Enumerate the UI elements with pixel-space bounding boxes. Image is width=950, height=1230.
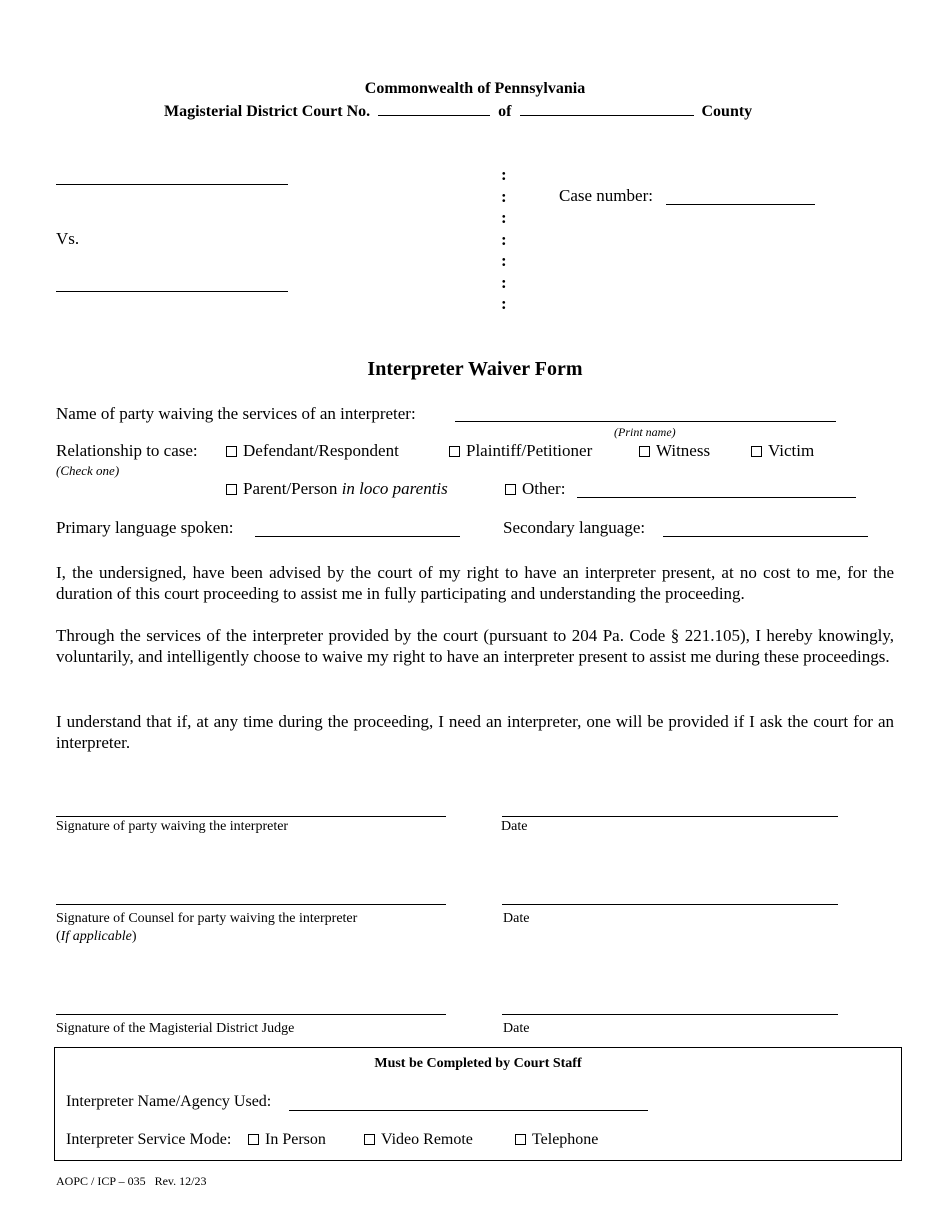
judge-date-label: Date	[503, 1021, 530, 1036]
checkbox-icon[interactable]	[505, 484, 516, 495]
court-header-commonwealth: Commonwealth of Pennsylvania	[364, 80, 586, 97]
party-date-label: Date	[501, 819, 528, 834]
checkbox-icon[interactable]	[226, 484, 237, 495]
form-title: Interpreter Waiver Form	[367, 358, 583, 380]
court-no-field[interactable]	[378, 101, 490, 116]
option-label: Other:	[522, 479, 566, 498]
mode-video-remote[interactable]	[364, 1131, 473, 1149]
option-label: Victim	[768, 441, 815, 460]
service-mode-label: Interpreter Service Mode:	[66, 1131, 232, 1148]
checkbox-icon[interactable]	[248, 1134, 259, 1145]
understanding-paragraph: I understand that if, at any time during the proceeding, I need an interpreter, one will be provided if I ask the court for an interpreter.	[56, 712, 894, 752]
counsel-note-open: (	[56, 929, 61, 944]
party-signature-label: Signature of party waiving the interpreter	[56, 819, 289, 834]
checkbox-icon[interactable]	[639, 446, 650, 457]
of-label: of	[498, 103, 512, 120]
mode-telephone[interactable]	[515, 1131, 598, 1149]
option-victim[interactable]	[751, 441, 814, 461]
caption-colon: :	[501, 294, 507, 313]
caption-colon: :	[501, 187, 507, 206]
mode-label: Video Remote	[381, 1131, 473, 1148]
party-name-field[interactable]	[455, 421, 836, 422]
county-label: County	[701, 103, 753, 120]
interpreter-name-field[interactable]	[289, 1110, 648, 1111]
waiver-paragraph: Through the services of the interpreter provided by the court (pursuant to 204 Pa. Code § 221.105), I hereby knowingly, voluntarily, and intelligently choose to waive my right to have an interpreter present to assist me during these proceedings.	[56, 626, 894, 666]
option-label-italic: in loco parentis	[341, 479, 448, 498]
counsel-signature-field[interactable]	[56, 904, 446, 905]
form-footer	[56, 1174, 206, 1189]
option-label: Plaintiff/Petitioner	[466, 441, 593, 460]
plaintiff-name-field[interactable]	[56, 184, 288, 185]
option-label: Defendant/Respondent	[243, 441, 399, 460]
option-witness[interactable]	[639, 441, 710, 461]
caption-colon: :	[501, 230, 507, 249]
print-name-hint: (Print name)	[614, 425, 676, 439]
primary-language-label: Primary language spoken:	[56, 518, 234, 537]
court-staff-heading: Must be Completed by Court Staff	[374, 1056, 582, 1071]
check-one-hint: (Check one)	[56, 463, 120, 478]
checkbox-icon[interactable]	[515, 1134, 526, 1145]
primary-language-field[interactable]	[255, 536, 460, 537]
other-relationship-field[interactable]	[577, 497, 856, 498]
mode-label: Telephone	[532, 1131, 599, 1148]
option-label: Parent/Person	[243, 479, 342, 498]
checkbox-icon[interactable]	[751, 446, 762, 457]
form-id: AOPC / ICP – 035	[56, 1174, 146, 1188]
counsel-note-italic: If applicable	[60, 929, 132, 944]
form-revision: Rev. 12/23	[154, 1174, 207, 1188]
caption-colon: :	[501, 165, 507, 184]
checkbox-icon[interactable]	[364, 1134, 375, 1145]
relationship-label: Relationship to case:	[56, 441, 198, 460]
caption-colon: :	[501, 208, 507, 227]
caption-colon: :	[501, 273, 507, 292]
counsel-date-field[interactable]	[502, 904, 838, 905]
case-number-label: Case number:	[559, 186, 653, 205]
party-name-label: Name of party waiving the services of an interpreter:	[56, 404, 416, 423]
counsel-date-label: Date	[503, 911, 530, 926]
mode-in-person[interactable]	[248, 1131, 326, 1149]
defendant-name-field[interactable]	[56, 291, 288, 292]
judge-signature-field[interactable]	[56, 1014, 446, 1015]
judge-signature-label: Signature of the Magisterial District Judge	[56, 1021, 295, 1036]
option-parent-loco-parentis[interactable]	[226, 479, 448, 499]
caption-colon: :	[501, 251, 507, 270]
court-header-line	[164, 101, 752, 121]
interpreter-name-label: Interpreter Name/Agency Used:	[66, 1093, 272, 1110]
case-number-field[interactable]	[666, 204, 815, 205]
counsel-note-close: )	[131, 929, 137, 944]
party-signature-field[interactable]	[56, 816, 446, 817]
counsel-signature-label: Signature of Counsel for party waiving the interpreter	[56, 911, 358, 926]
mode-label: In Person	[265, 1131, 326, 1148]
court-no-label: Magisterial District Court No.	[164, 103, 371, 120]
county-field[interactable]	[520, 101, 694, 116]
option-label: Witness	[656, 441, 711, 460]
option-plaintiff-petitioner[interactable]	[449, 441, 592, 461]
option-defendant-respondent[interactable]	[226, 441, 399, 461]
secondary-language-field[interactable]	[663, 536, 868, 537]
vs-label: Vs.	[56, 229, 80, 248]
checkbox-icon[interactable]	[226, 446, 237, 457]
advisement-paragraph: I, the undersigned, have been advised by the court of my right to have an interpreter present, at no cost to me, for the duration of this court proceeding to assist me in fully participating and understanding the proceeding.	[56, 563, 894, 603]
checkbox-icon[interactable]	[449, 446, 460, 457]
judge-date-field[interactable]	[502, 1014, 838, 1015]
party-date-field[interactable]	[502, 816, 838, 817]
secondary-language-label: Secondary language:	[503, 518, 646, 537]
counsel-note	[56, 929, 137, 945]
option-other[interactable]	[505, 479, 565, 499]
